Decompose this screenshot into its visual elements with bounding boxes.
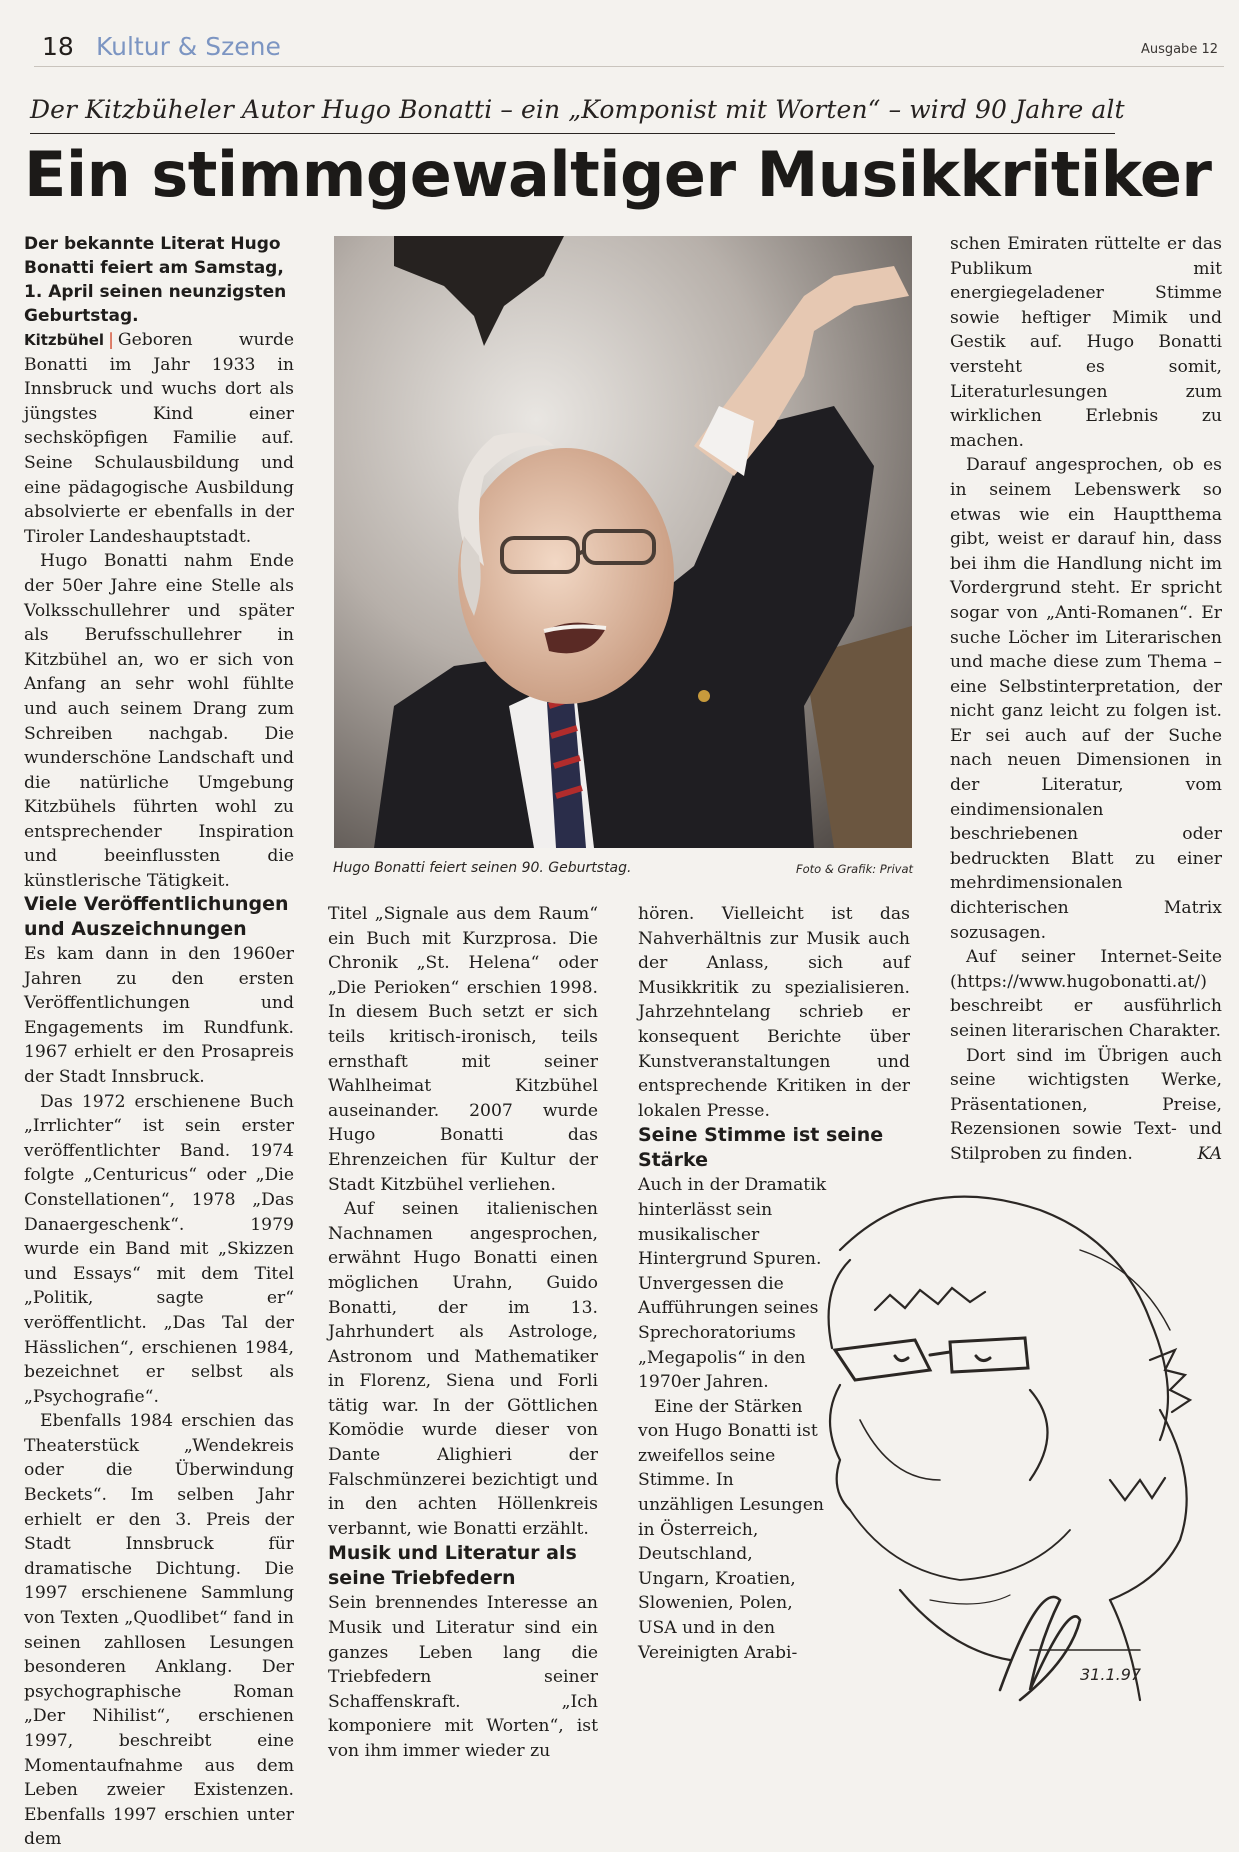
dateline: Kitzbühel: [24, 331, 105, 349]
headline: Ein stimmgewaltiger Musikkritiker: [24, 138, 1212, 211]
paragraph: Ebenfalls 1984 erschien das Theaterstück „Wendekreis oder die Überwindung Beckets“. Im selben Jahr erhielt er den 3. Preis der Stadt Innsbruck für dramatische Dichtung. Die 1997 erschienene Sammlung von Texten „Quodlibet“ fand in seinen zahllosen Lesungen besonderen Anklang. Der psychographische Roman „Der Nihilist“, erschienen 1997, beschreibt eine Momentaufnahme aus dem Leben zweier Existenzen. Ebenfalls 1997 erschien unter dem: [24, 1411, 294, 1850]
paragraph: Das 1972 erschienene Buch „Irrlichter“ ist sein erster veröffentlichter Band. 1974 folgte „Centuricus“ oder „Die Constellationen“, 1978 „Das Danaergeschenk“. 1979 wurde ein Band mit „Skizzen und Essays“ mit dem Titel „Politik, sagte er“ veröffentlicht. „Das Tal der Hässlichen“, erschienen 1984, bezeichnet er selbst als „Psychografie“.: [24, 1091, 294, 1407]
issue-label: Ausgabe 12: [1140, 42, 1218, 57]
paragraph: Darauf angesprochen, ob es in seinem Lebenswerk so etwas wie ein Hauptthema gibt, weist er darauf hin, dass bei ihm die Handlung nicht im Vordergrund steht. Er spricht sogar von „Anti-Romanen“. Er suche Löcher im Literarischen und mache diese zum Thema – eine Selbstinterpretation, der nicht ganz leicht zu folgen ist. Er sei auch auf der Suche nach neuen Dimensionen in der Literatur, vom eindimensionalen beschriebenen oder bedruckten Blatt zu einer mehrdimensionalen dichterischen Matrix sozusagen.: [950, 455, 1222, 943]
paragraph: Auf seinen italienischen Nachnamen angesprochen, erwähnt Hugo Bonatti einen möglichen Urahn, Guido Bonatti, der im 13. Jahrhundert als Astrologe, Astronom und Mathematiker in Florenz, Siena und Forli tätig war. In der Göttlichen Komödie wurde dieser von Dante Alighieri der Falschmünzerei bezichtigt und in den achten Höllenkreis verbannt, wie Bonatti erzählt.: [328, 1199, 598, 1539]
paragraph: Hugo Bonatti nahm Ende der 50er Jahre eine Stelle als Volksschullehrer und später als Berufsschullehrer in Kitzbühel an, wo er sich von Anfang an sehr wohl fühlte und auch seinem Drang zum Schreiben nachgab. Die wunderschöne Landschaft und die natürliche Umgebung Kitzbühels führten wohl zu entsprechender Inspiration und beeinflussten die künstlerische Tätigkeit.: [24, 551, 294, 892]
kicker-divider: [30, 133, 1115, 134]
column-2: [328, 902, 598, 1764]
column-1-top: [24, 232, 294, 894]
column-4: [950, 232, 1222, 1167]
page-number: 18: [42, 32, 74, 61]
paragraph: Auf seiner Internet-Seite (https://www.hugobonatti.at/) beschreibt er ausführlich seinen literarischen Charakter.: [950, 947, 1222, 1041]
sketch-image: [780, 1180, 1220, 1720]
subheading: Musik und Literatur als seine Triebfedern: [328, 1542, 577, 1590]
subheading: Viele Veröffentlichungen und Auszeichnungen: [24, 893, 289, 940]
paragraph: [950, 1044, 1222, 1167]
paragraph: [24, 328, 294, 549]
caption-text: Hugo Bonatti feiert seinen 90. Geburtstag.: [333, 860, 632, 876]
portrait-photo: [334, 236, 912, 848]
subheading: Seine Stimme ist seine Stärke: [638, 1124, 884, 1172]
column-1-bottom: [24, 892, 294, 1852]
page-header: [34, 30, 1224, 64]
dateline-separator: |: [108, 330, 114, 350]
photo-credit: Foto & Grafik: Privat: [796, 862, 913, 876]
paragraph-text: Dort sind im Übrigen auch seine wichtigsten Werke, Präsentationen, Preise, Rezensionen sowie Text- und Stilproben zu finden.: [950, 1045, 1222, 1164]
paragraph-text: Geboren wurde Bonatti im Jahr 1933 in Innsbruck und wuchs dort als jüngstes Kind einer sechsköpfigen Familie auf. Seine Schulausbildung und eine pädagogische Ausbildung absolvierte er ebenfalls in der Tiroler Landeshauptstadt.: [24, 330, 294, 547]
paragraph: Auch in der Dramatik hinterlässt sein musikalischer Hintergrund Spuren. Unvergessen die Aufführungen seines Sprechoratoriums „Megapolis“ in den 1970er Jahren.: [638, 1175, 827, 1393]
paragraph: Eine der Stärken von Hugo Bonatti ist zweifellos seine Stimme. In unzähligen Lesungen in Österreich, Deutschland, Ungarn, Kroatien, Slowenien, Polen, USA und in den Vereinigten Arabi-: [638, 1396, 824, 1663]
sketch-signature-date: 31.1.97: [1080, 1665, 1142, 1684]
header-divider: [34, 66, 1224, 67]
photo-image: [334, 236, 912, 848]
author-initials: KA: [1197, 1143, 1222, 1164]
caricature-sketch: [780, 1180, 1220, 1720]
section-title: Kultur & Szene: [96, 32, 281, 61]
paragraph: Sein brennendes Interesse an Musik und Literatur sind ein ganzes Leben lang die Triebfedern seiner Schaffenskraft. „Ich komponiere mit Worten“, ist von ihm immer wieder zu: [328, 1593, 598, 1761]
paragraph: Titel „Signale aus dem Raum“ ein Buch mit Kurzprosa. Die Chronik „St. Helena“ oder „Die Perioken“ erschien 1998. In diesem Buch setzt er sich teils kritisch-ironisch, teils ernsthaft mit seiner Wahlheimat Kitzbühel auseinander. 2007 wurde Hugo Bonatti das Ehrenzeichen für Kultur der Stadt Kitzbühel verliehen.: [328, 904, 598, 1195]
kicker: Der Kitzbüheler Autor Hugo Bonatti – ein „Komponist mit Worten“ – wird 90 Jahre alt: [30, 95, 1125, 124]
paragraph: hören. Vielleicht ist das Nahverhältnis zur Musik auch der Anlass, sich auf Musikkritik zu spezialisieren. Jahrzehntelang schrieb er konsequent Berichte über Kunstveranstaltungen und entsprechende Kritiken in der lokalen Presse.: [638, 904, 910, 1121]
lead-paragraph: Der bekannte Literat Hugo Bonatti feiert am Samstag, 1. April seinen neunzigsten Geburtstag.: [24, 234, 287, 326]
photo-caption: [333, 860, 913, 876]
paragraph: Es kam dann in den 1960er Jahren zu den ersten Veröffentlichungen und Engagements im Rundfunk. 1967 erhielt er den Prosapreis der Stadt Innsbruck.: [24, 944, 294, 1087]
paragraph: schen Emiraten rüttelte er das Publikum mit energiegeladener Stimme sowie heftiger Mimik und Gestik auf. Hugo Bonatti versteht es somit, Literaturlesungen zum wirklichen Erlebnis zu machen.: [950, 234, 1222, 451]
